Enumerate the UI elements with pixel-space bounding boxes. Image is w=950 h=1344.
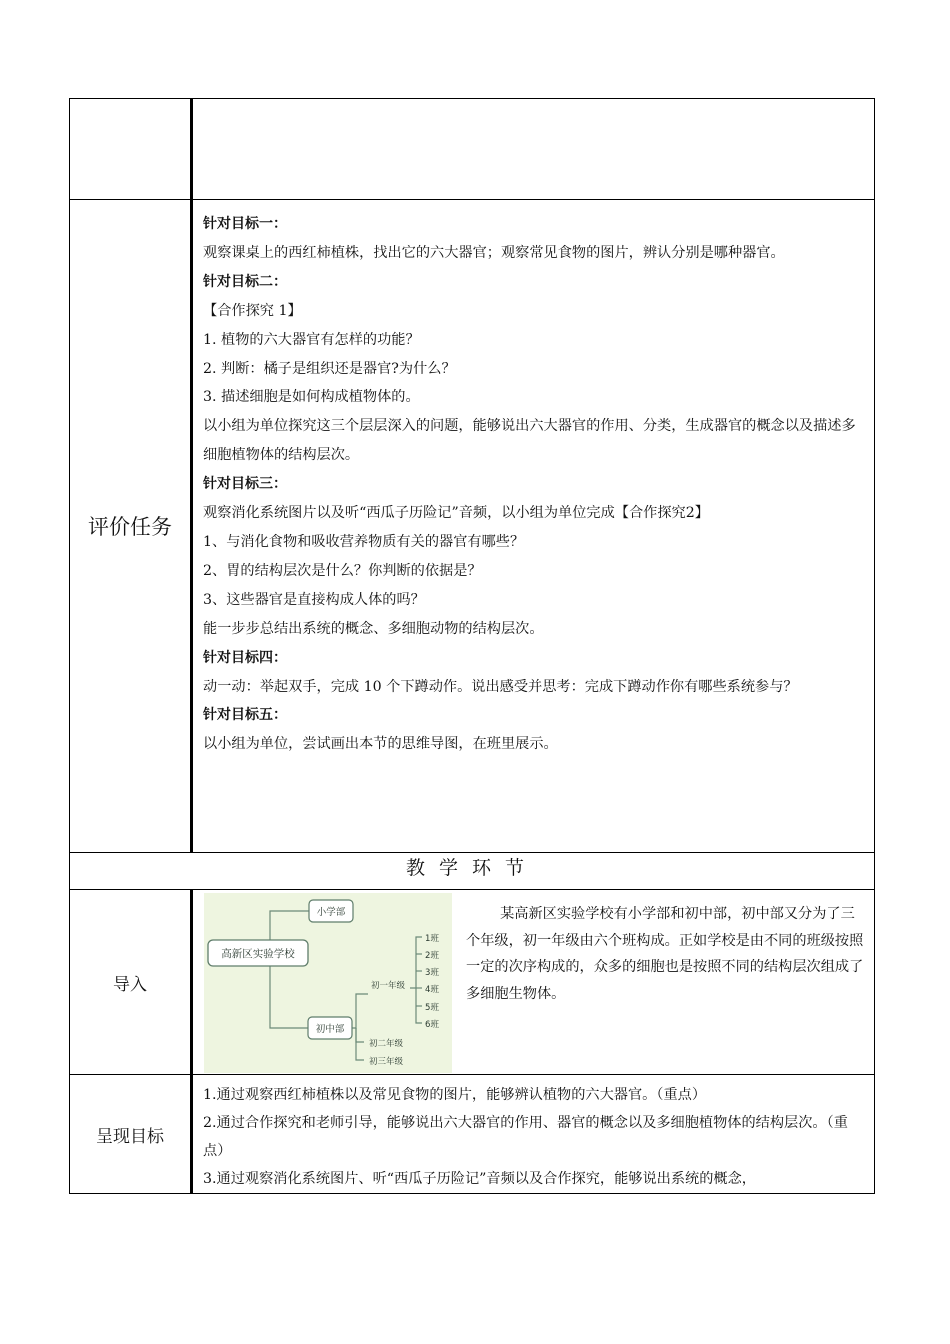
mindmap-class: 2班 bbox=[425, 951, 439, 961]
goal-item: 3.通过观察消化系统图片、听“西瓜子历险记”音频以及合作探究，能够说出系统的概念， bbox=[203, 1171, 756, 1187]
mindmap-grade3: 初三年级 bbox=[368, 1057, 404, 1067]
evaluation-text: 以小组为单位，尝试画出本节的思维导图，在班里展示。 bbox=[203, 736, 558, 753]
evaluation-heading: 针对目标五： bbox=[203, 707, 287, 724]
mindmap-root-text: 高新区实验学校 bbox=[221, 948, 295, 960]
mindmap-class: 1班 bbox=[425, 934, 439, 944]
mindmap-class: 4班 bbox=[425, 985, 439, 995]
intro-paragraph: 某高新区实验学校有小学部和初中部，初中部又分为了三个年级，初一年级由六个班构成。正如学校是由不同的班级按照一定的次序构成的，众多的细胞也是按照不同的结构层次组成了多细胞生物体。 bbox=[466, 906, 864, 1002]
evaluation-heading: 针对目标三： bbox=[203, 476, 287, 493]
goals-row bbox=[70, 1075, 875, 1194]
mindmap-primary-text: 小学部 bbox=[316, 907, 346, 918]
evaluation-text: 以小组为单位探究这三个层层深入的问题，能够说出六大器官的作用、分类，生成器官的概念以及描述多细胞植物体的结构层次。 bbox=[203, 418, 856, 464]
lesson-plan-table bbox=[69, 98, 875, 1194]
evaluation-text: 能一步步总结出系统的概念、多细胞动物的结构层次。 bbox=[203, 620, 544, 637]
intro-content bbox=[192, 890, 875, 1075]
mindmap-class: 5班 bbox=[425, 1003, 439, 1013]
mindmap-middle-text: 初中部 bbox=[315, 1024, 345, 1035]
mindmap-class: 3班 bbox=[425, 968, 439, 978]
evaluation-heading: 针对目标四： bbox=[203, 649, 287, 666]
evaluation-text: 观察课桌上的西红柿植株，找出它的六大器官；观察常见食物的图片，辨认分别是哪种器官。 bbox=[203, 244, 785, 261]
goals-label: 呈现目标 bbox=[70, 1075, 192, 1194]
evaluation-text: 动一动：举起双手，完成 10 个下蹲动作。说出感受并思考：完成下蹲动作你有哪些系统参与？ bbox=[203, 678, 798, 695]
evaluation-row bbox=[70, 200, 875, 853]
evaluation-text: 2、胃的结构层次是什么？你判断的依据是？ bbox=[203, 562, 482, 579]
school-structure-mindmap bbox=[204, 893, 452, 1073]
empty-row bbox=[70, 99, 875, 200]
evaluation-heading: 针对目标一： bbox=[203, 216, 287, 232]
intro-row bbox=[70, 890, 875, 1075]
evaluation-text: 【合作探究 1】 bbox=[203, 302, 302, 319]
goals-content bbox=[192, 1075, 875, 1194]
goals-list bbox=[193, 1075, 874, 1193]
evaluation-heading: 针对目标二： bbox=[203, 273, 287, 290]
section-header: 教学环节 bbox=[70, 853, 875, 890]
evaluation-list bbox=[193, 200, 874, 759]
intro-label: 导入 bbox=[70, 890, 192, 1075]
goal-item: 1.通过观察西红柿植株以及常见食物的图片，能够辨认植物的六大器官。（重点） bbox=[203, 1087, 707, 1103]
empty-label-cell bbox=[70, 99, 192, 200]
mindmap-grade1: 初一年级 bbox=[370, 981, 406, 991]
evaluation-text: 2. 判断：橘子是组织还是器官?为什么？ bbox=[203, 360, 456, 377]
mindmap-grade2: 初二年级 bbox=[368, 1039, 404, 1049]
evaluation-text: 3、这些器官是直接构成人体的吗？ bbox=[203, 591, 425, 608]
evaluation-text: 3. 描述细胞是如何构成植物体的。 bbox=[203, 389, 420, 406]
goal-item: 2.通过合作探究和老师引导，能够说出六大器官的作用、器官的概念以及多细胞植物体的结构层次。（重点） bbox=[203, 1115, 848, 1159]
evaluation-text: 1. 植物的六大器官有怎样的功能？ bbox=[203, 331, 420, 348]
evaluation-text: 观察消化系统图片以及听“西瓜子历险记”音频，以小组为单位完成【合作探究2】 bbox=[203, 505, 709, 522]
empty-content-cell bbox=[192, 99, 875, 200]
evaluation-label: 评价任务 bbox=[70, 200, 192, 853]
evaluation-text: 1、与消化食物和吸收营养物质有关的器官有哪些？ bbox=[203, 533, 525, 550]
evaluation-content bbox=[192, 200, 875, 853]
mindmap-class: 6班 bbox=[425, 1020, 439, 1030]
section-header-row bbox=[70, 853, 875, 890]
